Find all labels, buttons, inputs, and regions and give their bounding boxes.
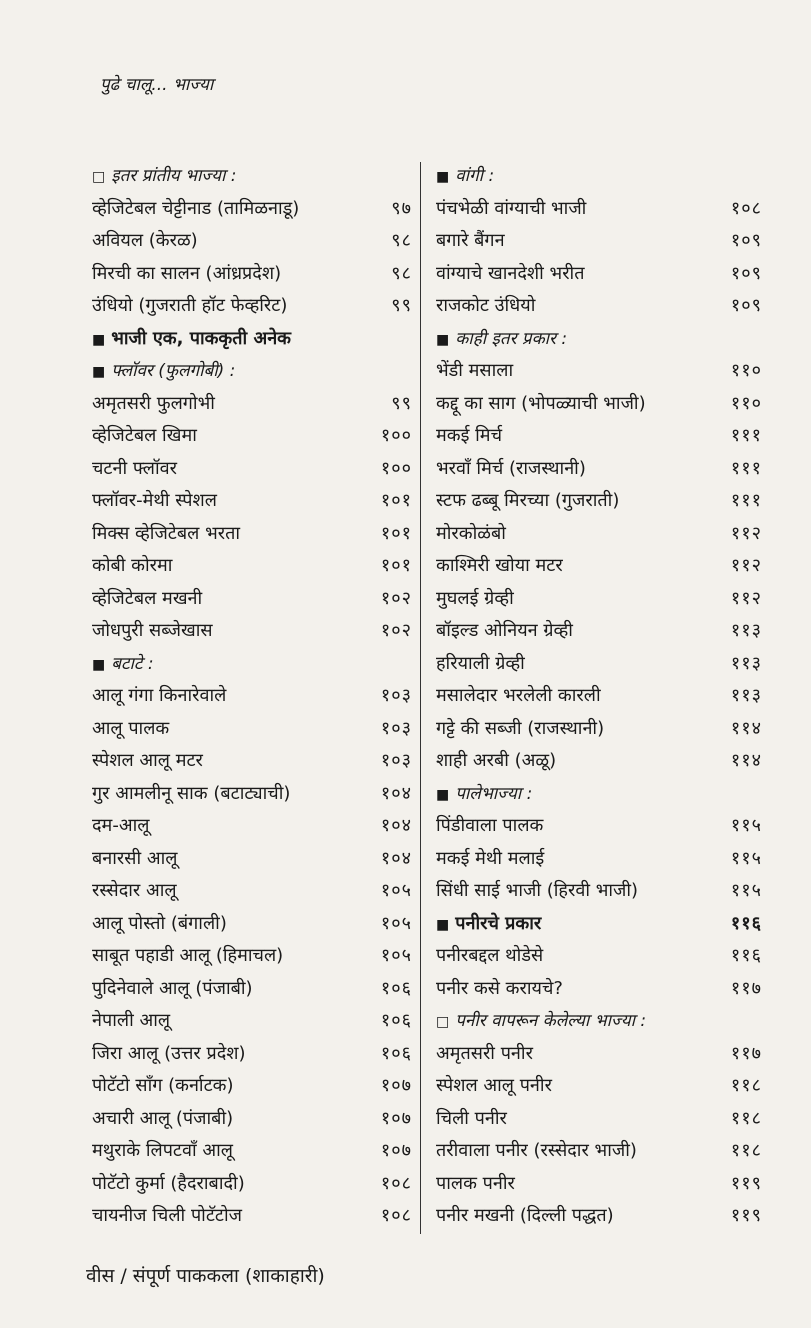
toc-entry xyxy=(92,258,412,291)
toc-entry-label: चिली पनीर xyxy=(436,1107,507,1129)
toc-entry-label-wrap xyxy=(436,648,525,681)
toc-entry-label-wrap xyxy=(92,615,213,648)
hollow-square-bullet-icon: □ xyxy=(92,169,106,185)
toc-entry-label-wrap xyxy=(92,388,215,421)
toc-entry-label: जिरा आलू (उत्तर प्रदेश) xyxy=(92,1042,246,1064)
toc-entry-label: व्हेजिटेबल मखनी xyxy=(92,587,203,609)
toc-entry xyxy=(436,745,762,778)
toc-entry-label-wrap xyxy=(92,1038,246,1071)
toc-page-number: १०६ xyxy=(380,977,412,999)
toc-entry-label: पनीर कसे करायचे? xyxy=(436,977,563,999)
toc-entry-label: पोटॅटो सॉंग (कर्नाटक) xyxy=(92,1075,234,1096)
toc-page-number: १०५ xyxy=(380,912,412,934)
toc-entry-label: तरीवाला पनीर (रस्सेदार भाजी) xyxy=(436,1140,637,1161)
toc-page-number: ११८ xyxy=(730,1140,762,1161)
toc-entry-label-wrap xyxy=(436,420,502,453)
toc-page-number: ११७ xyxy=(730,1042,762,1064)
toc-page-number: १०९ xyxy=(730,295,762,316)
toc-entry-label: व्हेजिटेबल खिमा xyxy=(92,425,197,446)
toc-entry-label: मकई मेथी मलाई xyxy=(436,847,545,869)
toc-section-heading xyxy=(436,778,762,811)
toc-entry xyxy=(92,420,412,453)
toc-page-number: १०२ xyxy=(380,620,412,641)
toc-entry-label: अवियल (केरळ) xyxy=(92,230,198,251)
toc-page-number: १०९ xyxy=(730,230,762,251)
toc-page-number: १०७ xyxy=(380,1140,412,1161)
toc-entry-label: पनीरबद्दल थोडेसे xyxy=(436,945,544,966)
toc-entry-label-wrap xyxy=(92,583,202,616)
toc-page-number: ११० xyxy=(730,392,762,414)
toc-page-number: १०८ xyxy=(380,1172,412,1194)
toc-entry-label-wrap xyxy=(92,193,299,226)
toc-page-number: १०६ xyxy=(380,1010,412,1031)
toc-entry-label: व्हेजिटेबल चेट्टीनाड (तामिळनाडू) xyxy=(92,197,300,219)
toc-entry-label-wrap xyxy=(92,550,172,583)
toc-entry-label-wrap xyxy=(92,843,177,876)
toc-entry-label-wrap xyxy=(436,680,601,713)
toc-page-number: १०४ xyxy=(380,782,412,804)
toc-entry-label-wrap xyxy=(92,1135,233,1168)
toc-page-number: ११२ xyxy=(730,555,762,576)
toc-entry-label-wrap xyxy=(436,193,586,226)
toc-page-number: १११ xyxy=(730,490,762,511)
toc-entry xyxy=(436,518,762,551)
toc-entry xyxy=(436,1168,762,1201)
toc-entry-label-wrap xyxy=(436,225,505,258)
toc-entry xyxy=(92,1168,412,1201)
toc-page-number: ९८ xyxy=(391,262,412,284)
toc-page-number: १०१ xyxy=(380,555,412,576)
toc-entry-label: आलू पालक xyxy=(92,717,170,739)
toc-entry xyxy=(436,550,762,583)
toc-entry-label: वांग्याचे खानदेशी भरीत xyxy=(436,262,585,284)
toc-page-number: १०५ xyxy=(380,880,412,901)
toc-page-number: १०३ xyxy=(380,717,412,739)
toc-entry-label: चटनी फ्लॉवर xyxy=(92,457,177,479)
toc-entry-label-wrap xyxy=(436,1005,646,1039)
toc-entry-label: मिरची का सालन (आंध्रप्रदेश) xyxy=(92,262,282,284)
toc-entry-label-wrap xyxy=(436,713,604,746)
toc-section-heading xyxy=(92,160,412,193)
toc-entry-label-wrap xyxy=(92,778,290,811)
toc-entry xyxy=(92,843,412,876)
toc-entry-label-wrap xyxy=(92,713,169,746)
toc-entry-label: स्पेशल आलू मटर xyxy=(92,750,203,771)
toc-entry-label-wrap xyxy=(92,1168,245,1201)
toc-entry-label: पालेभाज्या : xyxy=(455,783,533,804)
toc-entry xyxy=(92,1005,412,1038)
toc-entry-label: दम-आलू xyxy=(92,815,150,836)
toc-entry xyxy=(436,420,762,453)
toc-page-number: ११९ xyxy=(730,1205,762,1226)
toc-entry-label: मोरकोळंबो xyxy=(436,522,506,544)
toc-entry-label: उंधियो (गुजराती हॉट फेव्हरिट) xyxy=(92,295,288,316)
toc-entry xyxy=(436,258,762,291)
toc-page-number: ९९ xyxy=(391,295,412,316)
toc-entry xyxy=(436,680,762,713)
toc-page-number: ११७ xyxy=(730,977,762,999)
toc-page-number: ११३ xyxy=(730,620,762,641)
toc-entry xyxy=(436,485,762,518)
toc-entry-label-wrap xyxy=(92,745,203,778)
toc-entry-label: कोबी कोरमा xyxy=(92,555,173,576)
toc-page-number: ९९ xyxy=(391,392,412,414)
toc-entry-label-wrap xyxy=(436,583,514,616)
toc-entry-label: सिंधी साई भाजी (हिरवी भाजी) xyxy=(436,880,639,901)
toc-entry-label: चायनीज चिली पोटॅटोज xyxy=(92,1205,242,1226)
filled-square-bullet-icon: ■ xyxy=(92,656,106,673)
toc-entry-label: भाजी एक, पाककृती अनेक xyxy=(111,327,292,349)
toc-entry-label: पिंडीवाला पालक xyxy=(436,815,544,836)
filled-square-bullet-icon: ■ xyxy=(92,364,106,380)
toc-entry-label: मथुराके लिपटवाँ आलू xyxy=(92,1140,233,1161)
toc-page-number: ११६ xyxy=(730,912,762,934)
toc-page-number: ११४ xyxy=(730,717,762,739)
toc-entry-label-wrap xyxy=(92,1005,170,1038)
toc-entry-label: गुर आमलीनू साक (बटाट्याची) xyxy=(92,782,291,804)
toc-entry xyxy=(92,745,412,778)
toc-entry-label-wrap xyxy=(92,940,283,973)
toc-entry-label-wrap xyxy=(92,648,154,682)
toc-entry-label-wrap xyxy=(92,518,240,551)
toc-entry-label-wrap xyxy=(436,485,619,518)
toc-entry-label-wrap xyxy=(436,973,563,1006)
toc-page-number: १०२ xyxy=(380,587,412,609)
toc-entry-label-wrap xyxy=(436,843,544,876)
toc-entry xyxy=(436,810,762,843)
toc-page-number: १११ xyxy=(730,457,762,479)
toc-entry-label: अमृतसरी फुलगोभी xyxy=(92,392,215,414)
toc-section-heading xyxy=(92,355,412,388)
toc-entry xyxy=(436,1070,762,1103)
toc-entry-label: काही इतर प्रकार : xyxy=(455,328,568,349)
column-divider xyxy=(420,162,421,1234)
toc-page-number: १०१ xyxy=(380,490,412,511)
toc-entry xyxy=(92,778,412,811)
toc-page-number: ११५ xyxy=(730,880,762,901)
toc-page-number: ११३ xyxy=(730,685,762,706)
toc-entry-label-wrap xyxy=(92,1200,242,1233)
toc-page-number: १०८ xyxy=(730,197,762,219)
toc-entry xyxy=(92,1038,412,1071)
toc-entry-label: काश्मिरी खोया मटर xyxy=(436,555,563,576)
filled-square-bullet-icon: ■ xyxy=(436,331,450,348)
toc-page-number: १०४ xyxy=(380,815,412,836)
toc-page-number: १०० xyxy=(380,425,412,446)
toc-entry-label-wrap xyxy=(436,1168,515,1201)
filled-square-bullet-icon: ■ xyxy=(436,916,450,933)
toc-entry xyxy=(436,940,762,973)
toc-entry-label-wrap xyxy=(436,453,586,486)
toc-page-number: ११२ xyxy=(730,522,762,544)
toc-entry-label: नेपाली आलू xyxy=(92,1010,171,1031)
toc-entry-label-wrap xyxy=(436,1135,637,1168)
toc-entry-label-wrap xyxy=(436,778,532,812)
toc-entry xyxy=(436,1038,762,1071)
toc-entry-label: गट्टे की सब्जी (राजस्थानी) xyxy=(436,717,605,739)
toc-entry xyxy=(92,518,412,551)
page-footer: वीस / संपूर्ण पाककला (शाकाहारी) xyxy=(86,1265,325,1287)
toc-left-column xyxy=(92,160,412,1233)
toc-entry-label: पनीर वापरून केलेल्या भाज्या : xyxy=(455,1011,647,1031)
toc-entry-label-wrap xyxy=(92,290,287,323)
toc-entry xyxy=(92,875,412,908)
toc-entry xyxy=(92,908,412,941)
toc-entry xyxy=(92,1103,412,1136)
toc-entry-label-wrap xyxy=(436,875,638,908)
toc-entry-label: वांगी : xyxy=(455,166,495,186)
filled-square-bullet-icon: ■ xyxy=(92,331,106,348)
toc-entry xyxy=(92,1200,412,1233)
toc-entry-label-wrap xyxy=(92,1070,234,1103)
toc-right-column xyxy=(436,160,762,1233)
toc-entry-label-wrap xyxy=(92,453,177,486)
toc-entry-label: फ्लॉवर-मेथी स्पेशल xyxy=(92,490,217,511)
toc-entry-label: कद्दू का साग (भोपळ्याची भाजी) xyxy=(436,392,646,414)
toc-entry-label-wrap xyxy=(436,1070,552,1103)
toc-entry-label: फ्लॉवर (फुलगोबी) : xyxy=(111,361,236,381)
toc-page-number: १०७ xyxy=(380,1107,412,1129)
toc-entry-label: मिक्स व्हेजिटेबल भरता xyxy=(92,522,241,544)
toc-page-number: ११९ xyxy=(730,1172,762,1194)
toc-entry xyxy=(92,973,412,1006)
toc-page-number: ११८ xyxy=(730,1107,762,1129)
toc-entry-label-wrap xyxy=(436,355,513,388)
toc-entry xyxy=(436,193,762,226)
toc-page-number: १११ xyxy=(730,425,762,446)
toc-entry xyxy=(92,680,412,713)
filled-square-bullet-icon: ■ xyxy=(436,786,450,803)
toc-entry xyxy=(436,1103,762,1136)
toc-section-heading xyxy=(92,648,412,681)
toc-page-number: १०८ xyxy=(380,1205,412,1226)
toc-entry-label: पनीर मखनी (दिल्ली पद्धत) xyxy=(436,1205,614,1226)
toc-page-number: ११३ xyxy=(730,652,762,674)
toc-entry xyxy=(92,1070,412,1103)
toc-section-heading xyxy=(436,1005,762,1038)
toc-page-number: ११८ xyxy=(730,1075,762,1096)
toc-entry xyxy=(436,388,762,421)
toc-entry-label-wrap xyxy=(436,550,563,583)
toc-page-number: १०६ xyxy=(380,1042,412,1064)
toc-entry-label-wrap xyxy=(92,160,237,194)
toc-page-number: ९८ xyxy=(391,230,412,251)
toc-entry xyxy=(436,583,762,616)
toc-entry-label: शाही अरबी (अळू) xyxy=(436,750,557,771)
toc-page-number: ११४ xyxy=(730,750,762,771)
toc-entry-label: अमृतसरी पनीर xyxy=(436,1042,533,1064)
toc-entry-label: बॉइल्ड ओनियन ग्रेव्ही xyxy=(436,620,573,641)
toc-section-heading xyxy=(436,908,762,941)
toc-entry-label-wrap xyxy=(92,1103,233,1136)
toc-entry xyxy=(436,843,762,876)
toc-page-number: ११५ xyxy=(730,815,762,836)
toc-entry xyxy=(436,453,762,486)
toc-page-number: १०१ xyxy=(380,522,412,544)
toc-entry xyxy=(436,355,762,388)
toc-entry-label-wrap xyxy=(436,745,556,778)
toc-entry xyxy=(92,940,412,973)
toc-page-number: १०० xyxy=(380,457,412,479)
toc-entry-label: आलू पोस्तो (बंगाली) xyxy=(92,912,227,934)
toc-entry-label: मसालेदार भरलेली कारली xyxy=(436,685,601,706)
toc-entry-label: स्टफ ढब्बू मिरच्या (गुजराती) xyxy=(436,490,620,511)
toc-entry-label: पनीरचे प्रकार xyxy=(455,912,542,934)
toc-page-number: ११२ xyxy=(730,587,762,609)
toc-entry-label: पंचभेळी वांग्याची भाजी xyxy=(436,197,587,219)
toc-entry-label: पोटॅटो कुर्मा (हैदराबादी) xyxy=(92,1172,245,1194)
toc-entry-label-wrap xyxy=(436,258,584,291)
toc-entry-label: भेंडी मसाला xyxy=(436,360,514,381)
toc-page-number: १०९ xyxy=(730,262,762,284)
toc-page-number: १०५ xyxy=(380,945,412,966)
toc-entry-label-wrap xyxy=(92,258,281,291)
toc-entry-label: राजकोट उंधियो xyxy=(436,295,536,316)
toc-entry-label: अचारी आलू (पंजाबी) xyxy=(92,1107,234,1129)
toc-entry-label: भरवाँ मिर्च (राजस्थानी) xyxy=(436,457,586,479)
toc-entry xyxy=(436,875,762,908)
toc-entry-label: पालक पनीर xyxy=(436,1172,515,1194)
toc-entry xyxy=(436,290,762,323)
toc-entry-label-wrap xyxy=(436,615,573,648)
toc-section-heading xyxy=(436,160,762,193)
toc-page-number: ११६ xyxy=(730,945,762,966)
toc-entry-label-wrap xyxy=(436,518,506,551)
toc-entry-label: हरियाली ग्रेव्ही xyxy=(436,652,525,674)
toc-entry xyxy=(436,1200,762,1233)
filled-square-bullet-icon: ■ xyxy=(436,169,450,185)
toc-entry-label: बनारसी आलू xyxy=(92,847,178,869)
toc-entry xyxy=(436,713,762,746)
toc-entry-label-wrap xyxy=(436,908,541,942)
toc-entry xyxy=(92,290,412,323)
toc-entry xyxy=(92,810,412,843)
toc-entry-label: बगारे बैंगन xyxy=(436,230,505,251)
running-header: पुढे चालू... भाज्या xyxy=(100,75,214,95)
toc-entry xyxy=(92,615,412,648)
toc-page-number: १०३ xyxy=(380,750,412,771)
toc-entry xyxy=(92,1135,412,1168)
toc-entry-label-wrap xyxy=(92,875,177,908)
toc-entry xyxy=(92,713,412,746)
toc-section-heading xyxy=(92,323,412,356)
toc-entry-label-wrap xyxy=(436,1038,533,1071)
toc-entry-label-wrap xyxy=(92,810,149,843)
toc-entry-label: पुदिनेवाले आलू (पंजाबी) xyxy=(92,977,253,999)
toc-entry xyxy=(92,583,412,616)
toc-page-number: १०४ xyxy=(380,847,412,869)
toc-entry-label-wrap xyxy=(436,810,543,843)
toc-entry-label: आलू गंगा किनारेवाले xyxy=(92,685,227,706)
toc-entry-label-wrap xyxy=(436,290,535,323)
toc-page-number: ११५ xyxy=(730,847,762,869)
toc-entry-label-wrap xyxy=(436,323,567,357)
toc-entry xyxy=(92,485,412,518)
toc-entry xyxy=(92,225,412,258)
toc-entry-label-wrap xyxy=(436,160,494,194)
toc-entry-label: बटाटे : xyxy=(111,653,154,674)
toc-entry-label: मुघलई ग्रेव्ही xyxy=(436,587,514,609)
toc-entry xyxy=(92,453,412,486)
toc-entry xyxy=(436,615,762,648)
toc-entry xyxy=(436,973,762,1006)
toc-entry-label: जोधपुरी सब्जेखास xyxy=(92,620,213,641)
toc-entry xyxy=(436,225,762,258)
toc-entry-label: इतर प्रांतीय भाज्या : xyxy=(111,166,237,186)
toc-entry-label-wrap xyxy=(92,420,197,453)
toc-entry-label-wrap xyxy=(436,1200,614,1233)
toc-entry-label-wrap xyxy=(436,388,646,421)
toc-entry xyxy=(92,193,412,226)
toc-entry-label-wrap xyxy=(92,225,198,258)
toc-entry xyxy=(92,388,412,421)
toc-entry-label: मकई मिर्च xyxy=(436,425,503,446)
toc-entry xyxy=(436,648,762,681)
toc-entry-label: साबूत पहाडी आलू (हिमाचल) xyxy=(92,945,284,966)
toc-entry-label-wrap xyxy=(92,908,227,941)
toc-entry-label-wrap xyxy=(436,1103,507,1136)
toc-page-number: ९७ xyxy=(391,197,412,219)
toc-entry-label: रस्सेदार आलू xyxy=(92,880,177,901)
hollow-square-bullet-icon: □ xyxy=(436,1014,450,1030)
toc-entry xyxy=(436,1135,762,1168)
toc-entry-label-wrap xyxy=(92,680,226,713)
toc-entry-label-wrap xyxy=(92,355,235,389)
toc-entry-label-wrap xyxy=(92,485,217,518)
toc-page-number: ११० xyxy=(730,360,762,381)
toc-page-number: १०३ xyxy=(380,685,412,706)
toc-entry-label: स्पेशल आलू पनीर xyxy=(436,1075,552,1096)
toc-entry-label-wrap xyxy=(436,940,543,973)
toc-entry-label-wrap xyxy=(92,973,253,1006)
toc-page-number: १०७ xyxy=(380,1075,412,1096)
toc-section-heading xyxy=(436,323,762,356)
toc-entry xyxy=(92,550,412,583)
toc-entry-label-wrap xyxy=(92,323,291,357)
